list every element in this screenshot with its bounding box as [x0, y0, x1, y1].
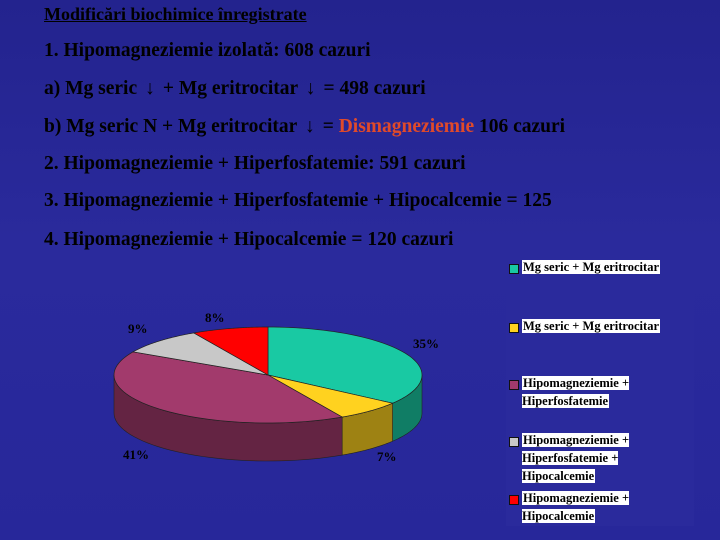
slice-label-7: 7% [377, 449, 397, 464]
line-hypocalcemia: 4. Hipomagneziemie + Hipocalcemie = 120 cazuri [44, 229, 454, 250]
legend-swatch [509, 323, 519, 333]
line-hyperphosphatemia-hypocalcemia: 3. Hipomagneziemie + Hiperfosfatemie + Hipocalcemie = 125 [44, 190, 552, 211]
down-arrow-icon: ↓ [145, 78, 155, 99]
line-b-part1: b) Mg seric N + Mg eritrocitar [44, 116, 302, 137]
line-a-part1: a) Mg seric [44, 78, 142, 99]
legend-label: Mg seric + Mg eritrocitar [523, 260, 659, 274]
legend-label: Hipomagneziemie + Hipocalcemie [522, 491, 630, 523]
legend-swatch [509, 380, 519, 390]
line-hypomagnesemia-isolated: 1. Hipomagneziemie izolată: 608 cazuri [44, 40, 371, 61]
dismagnesemia-term: Dismagneziemie [338, 116, 475, 137]
legend-swatch [509, 264, 519, 274]
line-b-part2: = [317, 116, 339, 137]
line-hyperphosphatemia: 2. Hipomagneziemie + Hiperfosfatemie: 591 cazuri [44, 153, 466, 174]
line-a-part3: = 498 cazuri [318, 78, 426, 99]
slice-label-35: 35% [413, 336, 439, 351]
slice-label-8: 8% [205, 310, 225, 325]
legend-label: Mg seric + Mg eritrocitar [523, 319, 659, 333]
down-arrow-icon: ↓ [305, 78, 316, 99]
slide-heading: Modificări biochimice înregistrate [44, 4, 307, 24]
down-arrow-icon: ↓ [304, 116, 315, 137]
chart-legend [506, 254, 694, 526]
legend-swatch [509, 495, 519, 505]
slice-label-41: 41% [123, 447, 149, 462]
line-a-part2: + Mg eritrocitar [158, 78, 303, 99]
line-b-part3: 106 cazuri [474, 116, 566, 137]
legend-label: Hipomagneziemie + Hiperfosfatemie + Hipocalcemie [522, 433, 630, 483]
legend-label: Hipomagneziemie + Hiperfosfatemie [522, 376, 630, 408]
slice-label-9: 9% [128, 321, 148, 336]
legend-swatch [509, 437, 519, 447]
